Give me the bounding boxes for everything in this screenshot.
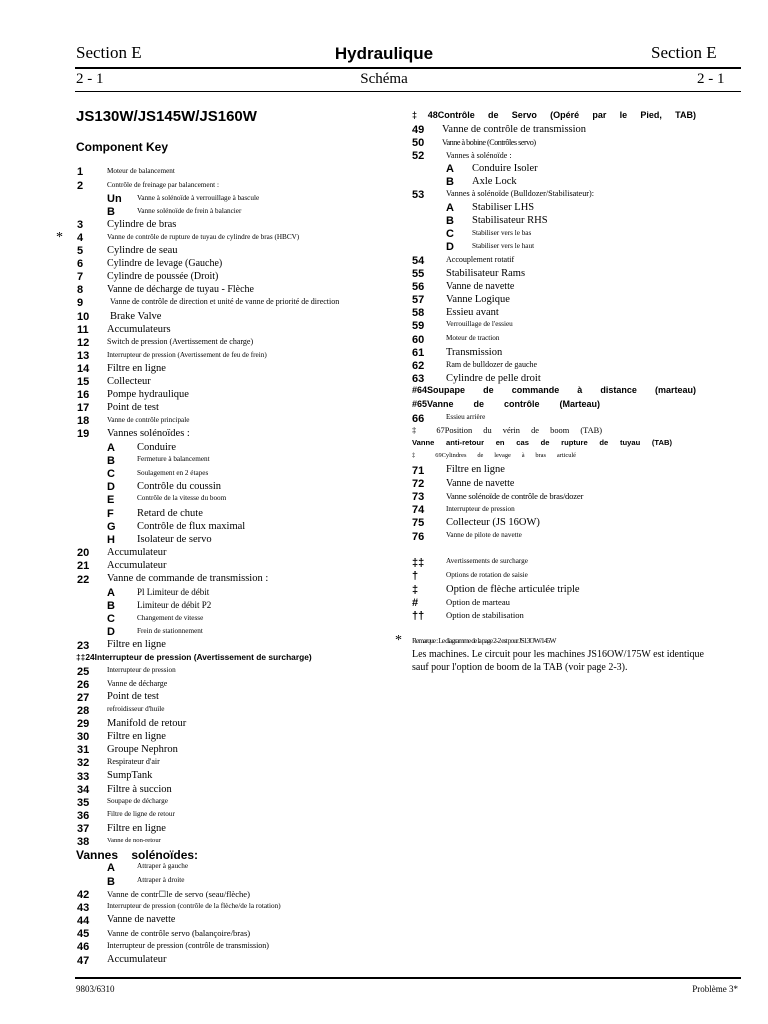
item-label: Vannes à solénoïde (Bulldozer/Stabilisateur): (446, 189, 595, 198)
item-number: 7 (77, 271, 84, 283)
item-label: refroidisseur d'huile (107, 705, 165, 713)
item-number: 15 (77, 376, 90, 388)
item-number: 62 (412, 360, 425, 372)
item-label: Vannes à solénoïde : (446, 151, 512, 160)
item-number: 60 (412, 334, 425, 346)
item-label: Vanne à bobine (Contrôles servo) (442, 138, 536, 147)
item-label: Contrôle du coussin (137, 481, 221, 492)
item-label: Vanne de décharge de tuyau - Flèche (107, 284, 254, 295)
asterisk-marker: * (56, 230, 63, 245)
item-number: 44 (77, 915, 90, 927)
item-number: 47 (77, 955, 90, 967)
item-label: Accouplement rotatif (446, 255, 515, 264)
item-number: 21 (77, 560, 90, 572)
item-number: 56 (412, 281, 425, 293)
sub-item-letter: B (107, 455, 115, 467)
item-label: Vanne anti-retour en cas de rupture de tuyau (TAB) (412, 438, 672, 447)
document-number: 9803/6310 (76, 984, 115, 994)
item-number: 31 (77, 744, 90, 756)
section-label-right: Section E (651, 43, 717, 62)
legend-description: Avertissements de surcharge (446, 557, 528, 565)
item-number: 34 (77, 784, 90, 796)
legend-symbol: ‡‡ (412, 557, 425, 569)
sub-item-letter: A (107, 862, 115, 874)
item-number: 63 (412, 373, 425, 385)
item-number: 37 (77, 823, 90, 835)
item-label: Retard de chute (137, 508, 203, 519)
item-label: Vanne de contrôle de rupture de tuyau de cylindre de bras (HBCV) (107, 233, 300, 241)
item-label: Interrupteur de pression (contrôle de la flèche/de la rotation) (107, 902, 281, 910)
item-number: 36 (77, 810, 90, 822)
item-label: Stabilisateur RHS (472, 215, 548, 226)
sub-item-letter: D (107, 626, 115, 638)
item-label: Vanne de contrôle servo (balançoire/bras) (107, 928, 251, 938)
item-number: 46 (77, 941, 90, 953)
item-label: Brake Valve (110, 311, 162, 322)
item-label: Vanne Logique (446, 294, 510, 305)
note-line: Remarque : Le diagramme de la page 2-2 est pour JS13OW/145W (412, 636, 556, 645)
item-label: Respirateur d'air (107, 757, 160, 766)
item-label: #65Vanne de contrôle (Marteau) (412, 399, 600, 409)
item-label: Point de test (107, 402, 159, 413)
item-label: Stabilisateur Rams (446, 268, 526, 279)
sub-item-letter: A (446, 163, 454, 175)
note-line: Les machines. Le circuit pour les machines JS16OW/175W est identique (412, 649, 704, 660)
sub-item-letter: G (107, 521, 116, 533)
item-label: ‡48Contrôle de Servo (Opéré par le Pied, TAB) (412, 110, 696, 120)
item-label: Stabiliser vers le haut (472, 242, 535, 250)
item-label: Changement de vitesse (137, 614, 204, 622)
legend-description: Option de flèche articulée triple (446, 584, 580, 595)
legend-description: Option de marteau (446, 597, 510, 607)
item-label: Moteur de traction (446, 334, 500, 342)
item-label: ‡‡24Interrupteur de pression (Avertissement de surcharge) (76, 652, 312, 662)
item-number: 6 (77, 258, 84, 270)
sub-item-letter: F (107, 508, 114, 520)
item-label: Point de test (107, 691, 159, 702)
item-label: Filtre en ligne (107, 731, 166, 742)
note-line: sauf pour l'option de boom de la TAB (voir page 2-3). (412, 662, 628, 673)
sub-item-letter: A (107, 587, 115, 599)
item-number: 22 (77, 574, 90, 586)
item-label: Accumulateur (107, 547, 167, 558)
legend-symbol: # (412, 597, 419, 609)
item-number: 42 (77, 889, 90, 901)
item-number: 45 (77, 928, 90, 940)
item-number: 52 (412, 150, 425, 162)
item-label: Fermeture à balancement (137, 455, 210, 463)
item-label: Attraper à droite (137, 876, 185, 884)
header-rule (75, 67, 741, 69)
page-number-left: 2 - 1 (76, 71, 104, 87)
item-number: 38 (77, 836, 90, 848)
item-label: Pompe hydraulique (107, 389, 189, 400)
item-label: Vanne solénoïde de frein à balancier (137, 207, 242, 215)
legend-symbol: ‡ (412, 584, 419, 596)
sub-item-letter: B (107, 600, 115, 612)
item-number: 23 (77, 640, 90, 652)
item-number: 59 (412, 320, 425, 332)
item-label: Contrôle de flux maximal (137, 521, 246, 532)
legend-description: Options de rotation de saisie (446, 571, 528, 579)
item-label: Vanne solénoïde de contrôle de bras/dozer (446, 491, 584, 501)
item-number: 74 (412, 504, 425, 516)
sub-item-letter: D (107, 481, 115, 493)
item-number: 8 (77, 284, 84, 296)
sub-item-letter: H (107, 534, 115, 546)
legend-symbol: † (412, 570, 419, 582)
sub-item-letter: B (107, 876, 115, 888)
item-label: Frein de stationnement (137, 627, 203, 635)
item-label: Pl Limiteur de débit (137, 587, 210, 597)
item-label: Conduire Isoler (472, 163, 538, 174)
sub-item-letter: C (107, 468, 115, 480)
item-label: Cylindre de poussée (Droit) (107, 271, 219, 282)
item-label: Vanne de contrôle principale (107, 416, 190, 424)
section-label-left: Section E (76, 43, 142, 62)
item-label: Cylindre de levage (Gauche) (107, 258, 223, 269)
item-number: 71 (412, 465, 425, 477)
item-number: 1 (77, 166, 84, 178)
item-label: Essieu arrière (446, 413, 486, 421)
item-number: 12 (77, 337, 90, 349)
sub-item-letter: Un (107, 193, 122, 205)
item-number: 14 (77, 363, 90, 375)
item-label: Filtre en ligne (107, 823, 166, 834)
item-label: Interrupteur de pression (107, 666, 176, 674)
item-number: 76 (412, 531, 425, 543)
item-number: 57 (412, 294, 425, 306)
item-label: Collecteur (JS 16OW) (446, 517, 540, 528)
item-number: 25 (77, 666, 90, 678)
sub-item-letter: B (107, 206, 115, 218)
item-number: 11 (77, 324, 89, 336)
item-label: Vanne de commande de transmission : (107, 573, 269, 584)
item-number: 9 (77, 297, 84, 309)
item-label: Vanne de navette (446, 478, 515, 489)
item-number: 75 (412, 517, 425, 529)
component-key-heading: Component Key (76, 140, 169, 154)
sub-item-letter: A (446, 202, 454, 214)
item-label: Accumulateur (107, 954, 167, 965)
item-number: 28 (77, 705, 90, 717)
item-label: Filtre en ligne (107, 639, 166, 650)
item-number: 66 (412, 413, 425, 425)
item-label: Axle Lock (472, 176, 517, 187)
item-label: Vanne de navette (446, 281, 515, 292)
item-label: Cylindre de bras (107, 219, 177, 230)
item-number: 32 (77, 757, 90, 769)
item-label: Moteur de balancement (107, 167, 175, 175)
subheader-rule (75, 91, 741, 92)
item-label: Switch de pression (Avertissement de charge) (107, 337, 254, 346)
item-number: 55 (412, 268, 425, 280)
item-number: 17 (77, 402, 90, 414)
item-label: Filtre de ligne de retour (107, 810, 175, 818)
item-number: 20 (77, 547, 90, 559)
item-label: Filtre en ligne (446, 464, 505, 475)
item-label: Groupe Nephron (107, 744, 178, 755)
model-heading: JS130W/JS145W/JS160W (76, 108, 257, 125)
item-number: 72 (412, 478, 425, 490)
item-label: Vanne de pilote de navette (446, 531, 522, 539)
page-title: Hydraulique (334, 44, 434, 63)
item-label: Manifold de retour (107, 718, 187, 729)
item-label: Vanne à solénoïde à verrouillage à bascule (137, 194, 260, 202)
asterisk-marker: * (395, 633, 402, 648)
item-label: ‡ 69Cylindres de levage à bras articulé (412, 452, 576, 459)
legend-symbol: †† (412, 610, 425, 622)
item-label: Interrupteur de pression (446, 505, 515, 513)
item-label: Contrôle de la vitesse du boom (137, 494, 227, 502)
item-label: Vanne de non-retour (107, 837, 161, 844)
item-label: Cylindre de seau (107, 245, 178, 256)
item-number: 53 (412, 189, 425, 201)
page-subtitle: Schéma (360, 71, 408, 87)
item-label: Verrouillage de l'essieu (446, 320, 513, 328)
item-number: 29 (77, 718, 90, 730)
item-label: Ram de bulldozer de gauche (446, 360, 538, 369)
item-label: Soulagement en 2 étapes (137, 469, 209, 477)
item-number: 33 (77, 771, 90, 783)
item-label: Essieu avant (446, 307, 499, 318)
item-number: 61 (412, 347, 425, 359)
item-number: 5 (77, 245, 84, 257)
item-number: 2 (77, 180, 84, 192)
item-number: 19 (77, 428, 90, 440)
item-label: Vanne de navette (107, 914, 176, 925)
item-label: Interrupteur de pression (Avertissement de feu de frein) (107, 351, 267, 359)
item-label: Filtre en ligne (107, 363, 166, 374)
legend-description: Option de stabilisation (446, 610, 524, 620)
item-label: Vanne de contrôle de transmission (442, 124, 587, 135)
sub-item-letter: E (107, 494, 115, 506)
item-number: 13 (77, 350, 90, 362)
item-number: 58 (412, 307, 425, 319)
sub-item-letter: C (446, 228, 454, 240)
item-number: 4 (77, 232, 84, 244)
item-label: Accumulateur (107, 560, 167, 571)
item-number: 54 (412, 255, 425, 267)
footer-rule (75, 977, 741, 979)
item-label: SumpTank (107, 770, 153, 781)
item-number: 35 (77, 797, 90, 809)
sub-item-letter: C (107, 613, 115, 625)
solenoid-valves-heading: Vannes solénoïdes: (76, 848, 199, 862)
item-label: Contrôle de freinage par balancement : (107, 181, 219, 189)
item-number: 18 (77, 415, 90, 427)
item-label: Filtre à succion (107, 784, 172, 795)
item-label: Vanne de décharge (107, 679, 168, 688)
item-label: Transmission (446, 347, 503, 358)
item-number: 27 (77, 692, 90, 704)
item-label: Attraper à gauche (137, 862, 189, 870)
item-number: 50 (412, 137, 425, 149)
sub-item-letter: B (446, 215, 454, 227)
issue-label: Problème 3* (692, 984, 738, 994)
item-label: Stabiliser LHS (472, 202, 535, 213)
item-label: Stabiliser vers le bas (472, 229, 532, 237)
item-label: Collecteur (107, 376, 151, 387)
sub-item-letter: D (446, 241, 454, 253)
item-number: 43 (77, 902, 90, 914)
item-label: Isolateur de servo (137, 534, 212, 545)
item-label: ‡ 67Position du vérin de boom (TAB) (412, 426, 602, 435)
item-label: #64Soupape de commande à distance (marteau) (412, 385, 696, 395)
item-number: 49 (412, 124, 425, 136)
item-label: Vanne de contrôle de direction et unité de vanne de priorité de direction (110, 297, 340, 306)
item-number: 10 (77, 311, 90, 323)
sub-item-letter: B (446, 176, 454, 188)
page-number-right: 2 - 1 (697, 71, 725, 87)
item-label: Soupape de décharge (107, 797, 168, 805)
item-label: Accumulateurs (107, 324, 171, 335)
item-label: Limiteur de débit P2 (137, 600, 212, 610)
item-label: Vanne de contr☐le de servo (seau/flèche) (107, 889, 250, 899)
item-number: 26 (77, 679, 90, 691)
item-label: Cylindre de pelle droit (446, 373, 541, 384)
item-label: Conduire (137, 442, 177, 453)
item-label: Interrupteur de pression (contrôle de transmission) (107, 941, 269, 950)
item-number: 16 (77, 389, 90, 401)
item-label: Vannes solénoïdes : (107, 428, 190, 439)
item-number: 73 (412, 491, 425, 503)
item-number: 3 (77, 219, 84, 231)
item-number: 30 (77, 731, 90, 743)
sub-item-letter: A (107, 442, 115, 454)
